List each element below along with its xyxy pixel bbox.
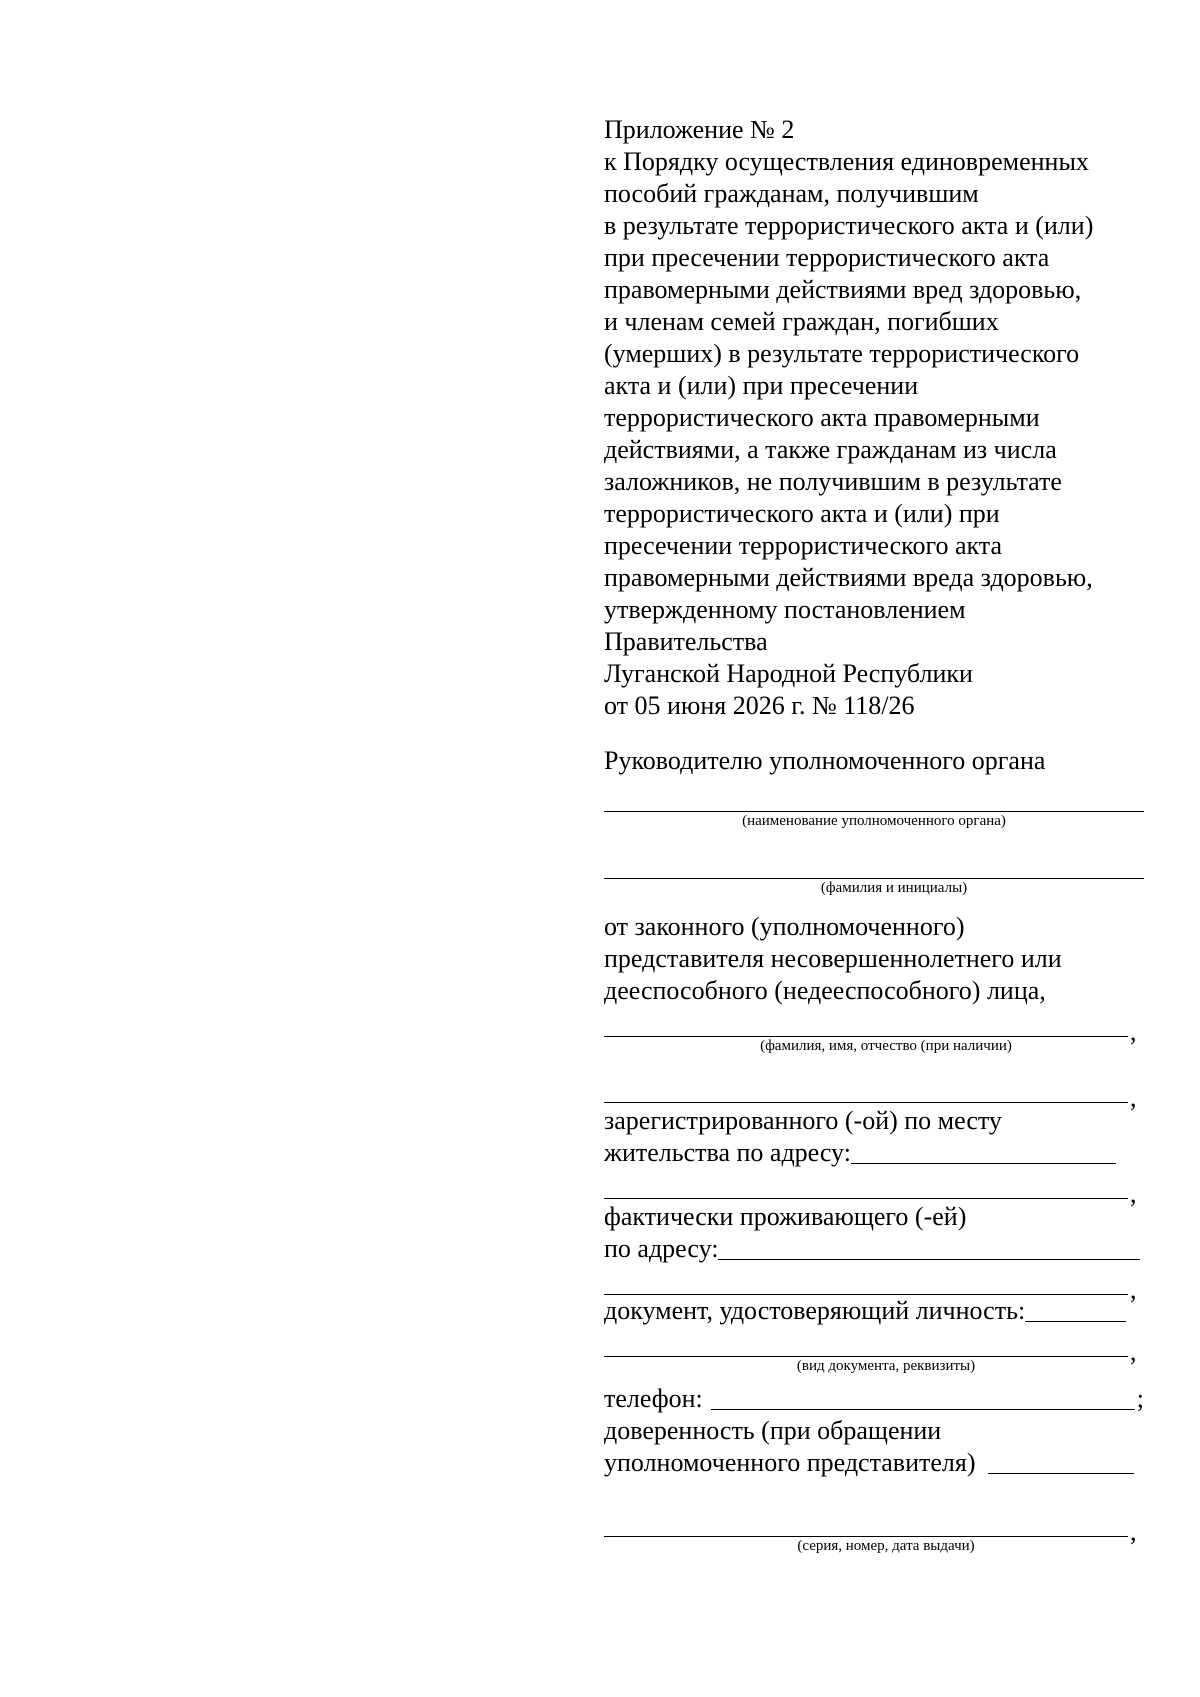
from-block xyxy=(604,911,1152,1007)
approval-line: террористического акта правомерными xyxy=(604,403,1040,432)
registered-address-label: жительства по адресу: xyxy=(604,1138,851,1167)
phone-block xyxy=(604,1383,1152,1415)
registered-address-field[interactable] xyxy=(851,1138,1116,1164)
fio-comma: , xyxy=(1130,1017,1137,1046)
from-line: от законного (уполномоченного) xyxy=(604,912,965,941)
org-name-field[interactable] xyxy=(604,781,1144,812)
id-document-field[interactable] xyxy=(1025,1296,1126,1322)
fio-continuation-comma: , xyxy=(1130,1083,1137,1112)
id-document-details-field[interactable] xyxy=(604,1326,1128,1357)
approval-line: от 05 июня 2026 г. № 118/26 xyxy=(604,691,915,720)
actual-address-continuation-field[interactable] xyxy=(604,1264,1128,1295)
actual-address-block xyxy=(604,1201,1152,1304)
approval-line: Приложение № 2 xyxy=(604,115,795,144)
fio-continuation-field[interactable] xyxy=(604,1072,1128,1103)
approval-line: заложников, не получившим в результате xyxy=(604,467,1062,496)
approval-line: правомерными действиями вред здоровью, xyxy=(604,275,1082,304)
approval-block xyxy=(604,114,1152,722)
head-initials-caption: (фамилия и инициалы) xyxy=(820,880,968,896)
org-name-caption: (наименование уполномоченного органа) xyxy=(742,813,1006,829)
actual-address-field[interactable] xyxy=(718,1234,1140,1260)
id-document-block xyxy=(604,1295,1152,1375)
from-line: представителя несовершеннолетнего или xyxy=(604,944,1062,973)
approval-line: террористического акта и (или) при xyxy=(604,499,1000,528)
approval-line: Луганской Народной Республики xyxy=(604,659,973,688)
approval-line: пресечении террористического акта xyxy=(604,531,1003,560)
right-column xyxy=(604,114,1152,1555)
approval-line: при пресечении террористического акта xyxy=(604,243,1050,272)
approval-line: и членам семей граждан, погибших xyxy=(604,307,999,336)
poa-comma: , xyxy=(1130,1517,1137,1546)
approval-line: правомерными действиями вреда здоровью, xyxy=(604,563,1093,592)
actual-label: фактически проживающего (-ей) xyxy=(604,1202,967,1231)
addressee-title: Руководителю уполномоченного органа xyxy=(604,746,1046,775)
fio-caption: (фамилия, имя, отчество (при наличии) xyxy=(760,1038,1012,1054)
poa-caption: (серия, номер, дата выдачи) xyxy=(797,1538,975,1554)
registered-address-comma: , xyxy=(1130,1179,1137,1208)
head-initials-field[interactable] xyxy=(604,848,1144,879)
approval-line: акта и (или) при пресечении xyxy=(604,371,919,400)
approval-line: к Порядку осуществления единовременных xyxy=(604,147,1089,176)
poa-label: доверенность (при обращении xyxy=(604,1416,942,1445)
phone-field[interactable] xyxy=(711,1384,1135,1410)
approval-line: пособий гражданам, получившим xyxy=(604,179,979,208)
registered-label: зарегистрированного (-ой) по месту xyxy=(604,1106,1002,1135)
actual-address-comma: , xyxy=(1130,1275,1137,1304)
id-document-label: документ, удостоверяющий личность: xyxy=(604,1296,1026,1325)
from-line: дееспособного (недееспособного) лица, xyxy=(604,976,1046,1005)
registered-address-continuation-field[interactable] xyxy=(604,1168,1128,1199)
id-document-caption: (вид документа, реквизиты) xyxy=(796,1358,976,1374)
registered-address-block xyxy=(604,1105,1152,1208)
phone-semicolon: ; xyxy=(1136,1384,1144,1413)
power-of-attorney-block xyxy=(604,1415,1152,1555)
actual-address-label: по адресу: xyxy=(604,1234,719,1263)
approval-line: Правительства xyxy=(604,627,768,656)
id-document-comma: , xyxy=(1130,1337,1137,1366)
poa-label-continuation: уполномоченного представителя) xyxy=(604,1448,976,1477)
poa-field[interactable] xyxy=(988,1448,1135,1474)
poa-details-field[interactable] xyxy=(604,1506,1128,1537)
approval-line: утвержденному постановлением xyxy=(604,595,966,624)
fio-field[interactable] xyxy=(604,1006,1128,1037)
phone-label: телефон: xyxy=(604,1384,703,1413)
approval-line: действиями, а также гражданам из числа xyxy=(604,435,1057,464)
approval-line: в результате террористического акта и (или) xyxy=(604,211,1094,240)
approval-line: (умерших) в результате террористического xyxy=(604,339,1080,368)
